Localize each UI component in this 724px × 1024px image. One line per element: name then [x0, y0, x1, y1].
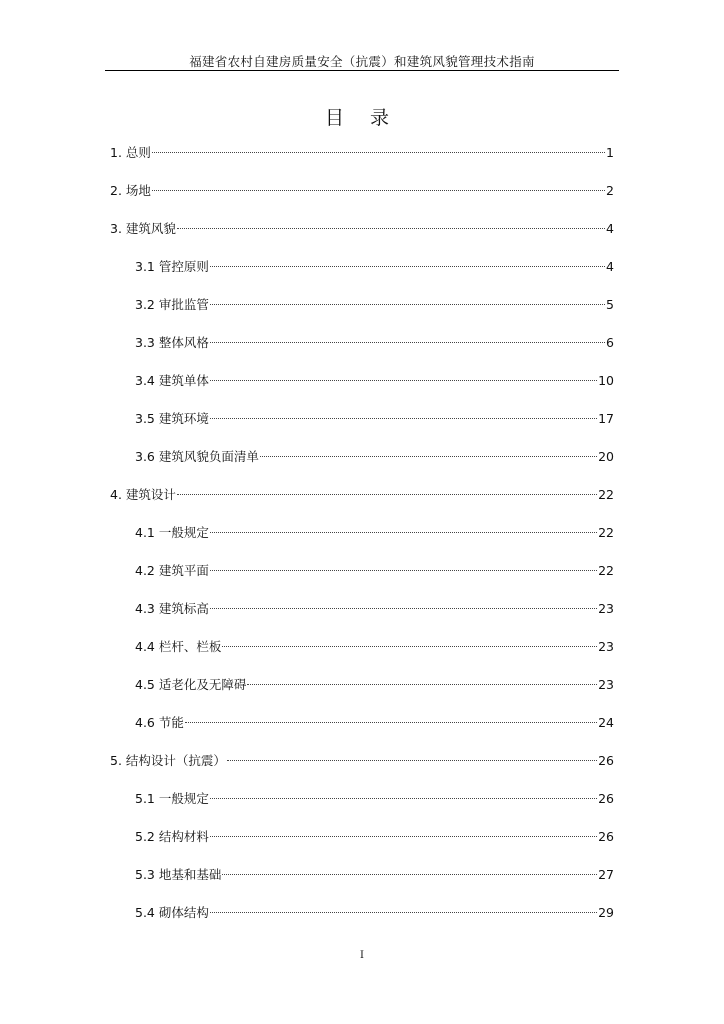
toc-leader-dots: [210, 380, 597, 381]
toc-entry-label: 3.5 建筑环境: [135, 411, 209, 426]
toc-entry-page: 23: [598, 601, 614, 616]
toc-entry-2[interactable]: [110, 181, 614, 201]
toc-entry-page: 22: [598, 487, 614, 502]
toc-leader-dots: [152, 152, 605, 153]
toc-entry-page: 23: [598, 639, 614, 654]
running-header: 福建省农村自建房质量安全（抗震）和建筑风貌管理技术指南: [189, 54, 535, 69]
toc-entry-5-1[interactable]: [135, 789, 614, 809]
toc-entry-4[interactable]: [110, 485, 614, 505]
toc-leader-dots: [210, 836, 597, 837]
toc-leader-dots: [177, 228, 605, 229]
toc-entry-label: 3.3 整体风格: [135, 335, 209, 350]
toc-entry-label: 5.2 结构材料: [135, 829, 209, 844]
toc-leader-dots: [210, 798, 597, 799]
page-title: 目 录: [324, 107, 400, 129]
toc-leader-dots: [260, 456, 597, 457]
toc-entry-5-2[interactable]: [135, 827, 614, 847]
toc-entry-page: 2: [606, 183, 614, 198]
toc-entry-page: 22: [598, 563, 614, 578]
toc-entry-label: 2. 场地: [110, 183, 151, 198]
toc-entry-label: 3.2 审批监管: [135, 297, 209, 312]
toc-leader-dots: [210, 912, 597, 913]
toc-entry-label: 4. 建筑设计: [110, 487, 176, 502]
toc-entry-4-6[interactable]: [135, 713, 614, 733]
toc-leader-dots: [222, 874, 597, 875]
toc-leader-dots: [210, 304, 605, 305]
header-rule: [105, 70, 619, 71]
toc-entry-label: 3.4 建筑单体: [135, 373, 209, 388]
toc-entry-3-6[interactable]: [135, 447, 614, 467]
toc-entry-label: 3.6 建筑风貌负面清单: [135, 449, 259, 464]
toc-entry-label: 4.5 适老化及无障碍: [135, 677, 247, 692]
toc-entry-4-1[interactable]: [135, 523, 614, 543]
toc-leader-dots: [227, 760, 597, 761]
toc-entry-label: 4.6 节能: [135, 715, 184, 730]
toc-entry-label: 4.3 建筑标高: [135, 601, 209, 616]
toc-entry-label: 3.1 管控原则: [135, 259, 209, 274]
toc-entry-page: 24: [598, 715, 614, 730]
toc-entry-page: 10: [598, 373, 614, 388]
toc-entry-label: 4.4 栏杆、栏板: [135, 639, 222, 654]
toc-entry-3-5[interactable]: [135, 409, 614, 429]
toc-entry-3-4[interactable]: [135, 371, 614, 391]
toc-entry-3-2[interactable]: [135, 295, 614, 315]
toc-entry-label: 5.4 砌体结构: [135, 905, 209, 920]
toc-entry-5[interactable]: [110, 751, 614, 771]
toc-entry-page: 1: [606, 145, 614, 160]
toc-entry-4-3[interactable]: [135, 599, 614, 619]
toc-leader-dots: [185, 722, 597, 723]
toc-entry-3[interactable]: [110, 219, 614, 239]
toc-entry-page: 22: [598, 525, 614, 540]
toc-leader-dots: [152, 190, 605, 191]
toc-leader-dots: [210, 266, 605, 267]
toc-leader-dots: [210, 342, 605, 343]
toc-entry-page: 26: [598, 753, 614, 768]
toc-entry-4-4[interactable]: [135, 637, 614, 657]
toc-entry-page: 26: [598, 829, 614, 844]
toc-leader-dots: [210, 532, 597, 533]
toc-entry-5-3[interactable]: [135, 865, 614, 885]
toc-entry-page: 20: [598, 449, 614, 464]
toc-entry-page: 23: [598, 677, 614, 692]
toc-entry-page: 29: [598, 905, 614, 920]
toc-entry-4-2[interactable]: [135, 561, 614, 581]
toc-entry-5-4[interactable]: [135, 903, 614, 923]
toc-entry-4-5[interactable]: [135, 675, 614, 695]
toc-entry-3-1[interactable]: [135, 257, 614, 277]
toc-leader-dots: [210, 418, 597, 419]
toc-entry-page: 4: [606, 221, 614, 236]
toc-entry-page: 6: [606, 335, 614, 350]
toc-entry-label: 3. 建筑风貌: [110, 221, 176, 236]
toc-entry-3-3[interactable]: [135, 333, 614, 353]
toc-entry-label: 1. 总则: [110, 145, 151, 160]
toc-leader-dots: [177, 494, 597, 495]
page-number: I: [360, 950, 364, 961]
toc-entry-1[interactable]: [110, 143, 614, 163]
toc-entry-label: 5.3 地基和基础: [135, 867, 222, 882]
toc-entry-label: 4.2 建筑平面: [135, 563, 209, 578]
toc-entry-label: 4.1 一般规定: [135, 525, 209, 540]
toc-entry-page: 26: [598, 791, 614, 806]
toc-leader-dots: [222, 646, 597, 647]
toc-leader-dots: [210, 608, 597, 609]
toc-entry-label: 5.1 一般规定: [135, 791, 209, 806]
toc-entry-page: 4: [606, 259, 614, 274]
toc-leader-dots: [247, 684, 597, 685]
toc-entry-label: 5. 结构设计（抗震）: [110, 753, 226, 768]
toc-leader-dots: [210, 570, 597, 571]
toc-entry-page: 27: [598, 867, 614, 882]
toc-entry-page: 17: [598, 411, 614, 426]
toc-entry-page: 5: [606, 297, 614, 312]
